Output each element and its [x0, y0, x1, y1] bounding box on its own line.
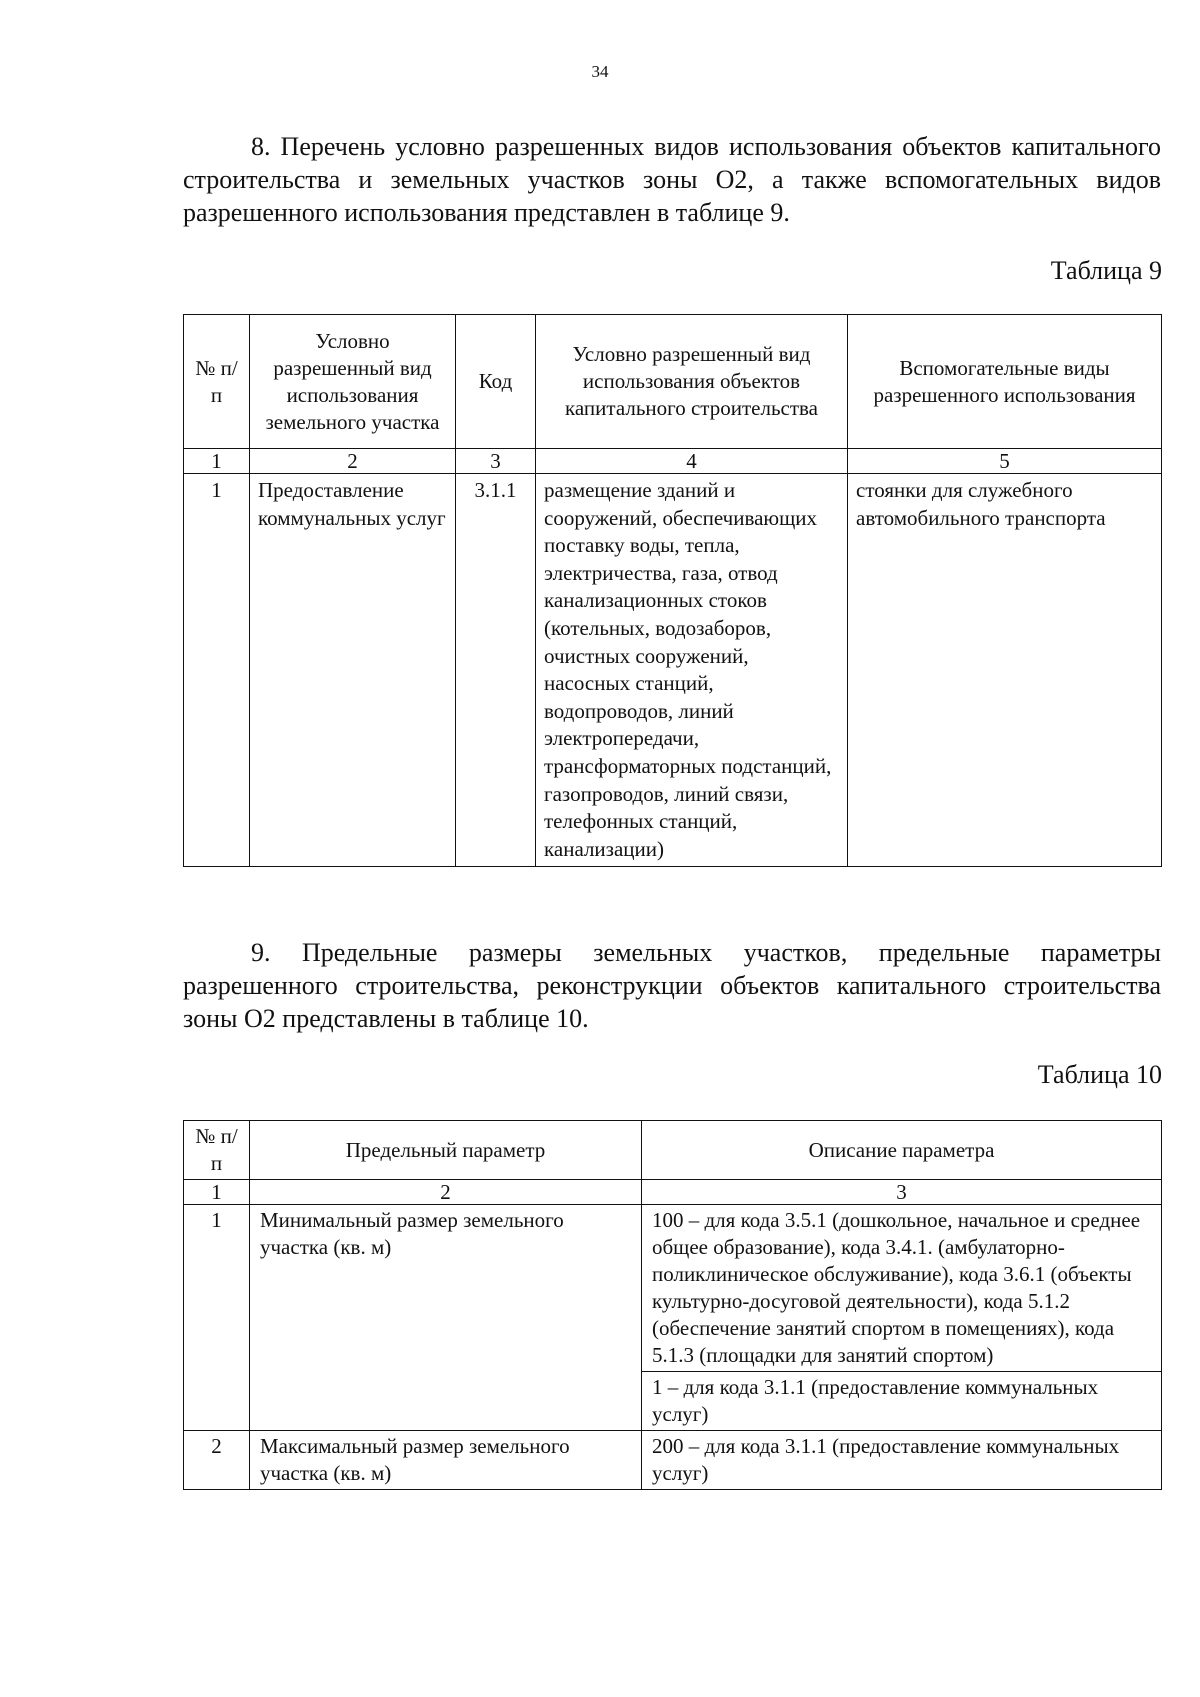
table-9-header-code: Код [456, 315, 536, 449]
table-10-row-desc: 100 – для кода 3.5.1 (дошкольное, начальное и среднее общее образование), кода 3.4.1. (амбулаторно-поликлиническое обслуживание), кода 3.6.1 (объекты культурно-досуговой деятельности), кода 5.1.2 (обеспечение занятий спортом в помещениях), кода 5.1.3 (площадки для занятий спортом) [642, 1205, 1162, 1372]
table-10-row-num: 2 [184, 1431, 250, 1490]
table-9-colnum: 1 [184, 449, 250, 474]
table-10-row-param: Максимальный размер земельного участка (кв. м) [250, 1431, 642, 1490]
table-9-row-aux-use: стоянки для служебного автомобильного транспорта [848, 474, 1162, 867]
table-row [184, 1205, 1162, 1372]
table-9-colnum: 3 [456, 449, 536, 474]
section-8-paragraph: 8. Перечень условно разрешенных видов использования объектов капитального строительства и земельных участков зоны О2, а также вспомогательных видов разрешенного использования представлен в таблице 9. [183, 132, 1161, 227]
table-10 [183, 1120, 1162, 1490]
table-9-row-code: 3.1.1 [456, 474, 536, 867]
table-10-colnum: 3 [642, 1180, 1162, 1205]
table-10-colnum: 2 [250, 1180, 642, 1205]
table-row [184, 474, 1162, 867]
table-10-header-desc: Описание параметра [642, 1121, 1162, 1180]
table-9-header-aux-use: Вспомогательные виды разрешенного использования [848, 315, 1162, 449]
table-9 [183, 314, 1162, 867]
table-10-header-row [184, 1121, 1162, 1180]
page-number: 34 [591, 62, 609, 81]
table-9-header-row [184, 315, 1162, 449]
table-9-caption: Таблица 9 [1050, 256, 1162, 285]
table-10-row-num: 1 [184, 1205, 250, 1431]
table-9-colnum: 5 [848, 449, 1162, 474]
table-9-colnum: 2 [250, 449, 456, 474]
table-10-row-param: Минимальный размер земельного участка (кв. м) [250, 1205, 642, 1431]
table-9-column-numbers [184, 449, 1162, 474]
table-9-row-land-use: Предоставление коммунальных услуг [250, 474, 456, 867]
table-9-row-num: 1 [184, 474, 250, 867]
table-10-colnum: 1 [184, 1180, 250, 1205]
table-10-row-desc: 200 – для кода 3.1.1 (предоставление коммунальных услуг) [642, 1431, 1162, 1490]
table-9-colnum: 4 [536, 449, 848, 474]
table-9-header-num: № п/п [184, 315, 250, 449]
table-10-caption: Таблица 10 [1037, 1060, 1162, 1089]
table-9-header-capital-use: Условно разрешенный вид использования объектов капитального строительства [536, 315, 848, 449]
table-9-header-land-use: Условно разрешенный вид использования земельного участка [250, 315, 456, 449]
table-9-row-capital-use: размещение зданий и сооружений, обеспечивающих поставку воды, тепла, электричества, газа, отвод канализационных стоков (котельных, водозаборов, очистных сооружений, насосных станций, водопроводов, линий электропередачи, трансформаторных подстанций, газопроводов, линий связи, телефонных станций, канализации) [536, 474, 848, 867]
table-row [184, 1431, 1162, 1490]
table-10-column-numbers [184, 1180, 1162, 1205]
table-10-header-num: № п/п [184, 1121, 250, 1180]
table-10-row-desc: 1 – для кода 3.1.1 (предоставление коммунальных услуг) [642, 1372, 1162, 1431]
section-9-paragraph: 9. Предельные размеры земельных участков, предельные параметры разрешенного строительства, реконструкции объектов капитального строительства зоны О2 представлены в таблице 10. [183, 938, 1161, 1033]
table-10-header-param: Предельный параметр [250, 1121, 642, 1180]
